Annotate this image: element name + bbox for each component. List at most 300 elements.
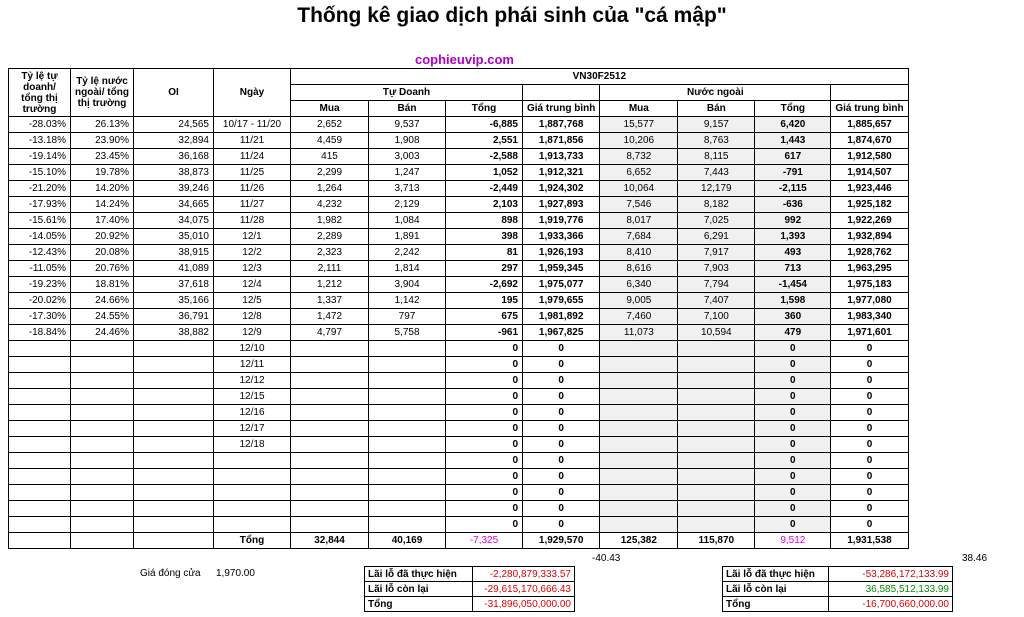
cell-oi: 35,010: [134, 229, 214, 245]
cell-nn-gia: 1,925,182: [831, 197, 908, 213]
cell-nn-gia: 1,912,580: [831, 149, 908, 165]
cell-nn-tong: 0: [755, 453, 831, 469]
cell-td-gia: 0: [523, 469, 600, 485]
cell-date: 12/5: [214, 293, 291, 309]
totals-cell: [71, 533, 134, 549]
cell-oi: [134, 389, 214, 405]
cell-nn-ban: [678, 357, 755, 373]
cell-td-mua: 415: [291, 149, 369, 165]
cell-tu-ratio: [9, 485, 71, 501]
table-row: [9, 453, 909, 469]
cell-td-mua: 1,212: [291, 277, 369, 293]
cell-td-tong: 0: [446, 341, 523, 357]
col-header-nn-tong: Tổng: [755, 101, 831, 117]
cell-nn-ratio: 23.45%: [71, 149, 134, 165]
cell-tu-ratio: [9, 341, 71, 357]
col-header-tu-ratio: Tỷ lệ tự doanh/ tổng thị trường: [9, 69, 71, 117]
cell-nn-ratio: 14.20%: [71, 181, 134, 197]
cell-nn-tong: 0: [755, 373, 831, 389]
cell-tu-ratio: -14.05%: [9, 229, 71, 245]
pnl-remaining-label: Lãi lỗ còn lại: [723, 582, 829, 597]
cell-date: 11/26: [214, 181, 291, 197]
table-row: [9, 261, 909, 277]
cell-td-ban: 5,758: [369, 325, 446, 341]
cell-td-gia: 1,871,856: [523, 133, 600, 149]
cell-nn-mua: 8,616: [600, 261, 678, 277]
cell-td-gia: 1,975,077: [523, 277, 600, 293]
table-row: [9, 245, 909, 261]
cell-td-ban: [369, 437, 446, 453]
table-row: [9, 165, 909, 181]
cell-tu-ratio: [9, 437, 71, 453]
cell-nn-ban: 6,291: [678, 229, 755, 245]
cell-nn-ban: [678, 421, 755, 437]
cell-tu-ratio: -18.84%: [9, 325, 71, 341]
cell-td-gia: 1,927,893: [523, 197, 600, 213]
cell-oi: 32,894: [134, 133, 214, 149]
cell-nn-mua: 10,206: [600, 133, 678, 149]
total-td-gia: 1,929,570: [523, 533, 600, 549]
cell-td-mua: 2,111: [291, 261, 369, 277]
cell-oi: [134, 405, 214, 421]
cell-td-mua: [291, 469, 369, 485]
pnl-tu-doanh-table: [364, 566, 575, 612]
cell-date: 11/28: [214, 213, 291, 229]
cell-td-tong: 0: [446, 485, 523, 501]
cell-date: [214, 453, 291, 469]
cell-date: 12/4: [214, 277, 291, 293]
cell-date: 11/25: [214, 165, 291, 181]
cell-nn-tong: 713: [755, 261, 831, 277]
table-row: [9, 469, 909, 485]
cell-td-gia: 1,979,655: [523, 293, 600, 309]
table-row: [9, 309, 909, 325]
table-row: [9, 341, 909, 357]
cell-nn-mua: 6,652: [600, 165, 678, 181]
col-header-nn-ratio: Tỷ lệ nước ngoài/ tổng thị trường: [71, 69, 134, 117]
cell-td-mua: [291, 501, 369, 517]
cell-td-gia: 1,926,193: [523, 245, 600, 261]
cell-date: [214, 517, 291, 533]
cell-tu-ratio: -28.03%: [9, 117, 71, 133]
cell-oi: 35,166: [134, 293, 214, 309]
cell-nn-tong: 0: [755, 501, 831, 517]
pnl-row: [723, 567, 953, 582]
cell-nn-tong: 1,598: [755, 293, 831, 309]
cell-tu-ratio: [9, 517, 71, 533]
cell-nn-mua: 10,064: [600, 181, 678, 197]
cell-nn-ratio: 26.13%: [71, 117, 134, 133]
cell-nn-tong: 493: [755, 245, 831, 261]
pnl-nuoc-ngoai-table: [722, 566, 953, 612]
cell-td-ban: [369, 389, 446, 405]
cell-nn-gia: 1,914,507: [831, 165, 908, 181]
cell-tu-ratio: -15.10%: [9, 165, 71, 181]
cell-oi: [134, 485, 214, 501]
pnl-row: [723, 597, 953, 612]
table-row: [9, 517, 909, 533]
cell-tu-ratio: -13.18%: [9, 133, 71, 149]
cell-date: 12/15: [214, 389, 291, 405]
cell-nn-mua: [600, 469, 678, 485]
cell-date: [214, 501, 291, 517]
cell-td-ban: 1,814: [369, 261, 446, 277]
cell-td-mua: [291, 421, 369, 437]
cell-nn-gia: 0: [831, 517, 908, 533]
cell-td-tong: -2,449: [446, 181, 523, 197]
cell-nn-ban: [678, 437, 755, 453]
cell-nn-tong: 0: [755, 405, 831, 421]
cell-nn-ratio: [71, 517, 134, 533]
table-row: [9, 149, 909, 165]
cell-td-ban: 1,908: [369, 133, 446, 149]
table-row: [9, 293, 909, 309]
cell-td-ban: [369, 405, 446, 421]
cell-nn-tong: 0: [755, 437, 831, 453]
cell-nn-gia: 0: [831, 357, 908, 373]
cell-nn-mua: [600, 341, 678, 357]
cell-oi: [134, 453, 214, 469]
cell-nn-ban: 7,443: [678, 165, 755, 181]
pnl-row: [365, 597, 575, 612]
cell-td-tong: 0: [446, 453, 523, 469]
cell-nn-ban: [678, 373, 755, 389]
cell-nn-tong: 1,443: [755, 133, 831, 149]
table-row: [9, 357, 909, 373]
cell-nn-gia: 0: [831, 485, 908, 501]
cell-td-ban: 3,904: [369, 277, 446, 293]
cell-td-mua: 1,982: [291, 213, 369, 229]
cell-nn-ban: 8,115: [678, 149, 755, 165]
cell-date: 12/9: [214, 325, 291, 341]
cell-nn-ratio: 20.08%: [71, 245, 134, 261]
cell-nn-mua: 9,005: [600, 293, 678, 309]
cell-date: [214, 469, 291, 485]
cell-nn-ban: 7,100: [678, 309, 755, 325]
cell-td-tong: 81: [446, 245, 523, 261]
cell-nn-tong: -2,115: [755, 181, 831, 197]
cell-date: 10/17 - 11/20: [214, 117, 291, 133]
table-row: [9, 373, 909, 389]
cell-nn-ratio: [71, 485, 134, 501]
cell-tu-ratio: [9, 421, 71, 437]
cell-td-tong: 1,052: [446, 165, 523, 181]
cell-date: 11/24: [214, 149, 291, 165]
pnl-realized-value: -2,280,879,333.57: [473, 567, 575, 582]
cell-td-gia: 0: [523, 437, 600, 453]
cell-nn-mua: 7,460: [600, 309, 678, 325]
cell-nn-tong: 0: [755, 341, 831, 357]
cell-nn-mua: [600, 357, 678, 373]
cell-td-gia: 0: [523, 517, 600, 533]
cell-nn-gia: 1,977,080: [831, 293, 908, 309]
cell-td-tong: -2,692: [446, 277, 523, 293]
table-row: [9, 181, 909, 197]
pnl-total-value: -31,896,050,000.00: [473, 597, 575, 612]
cell-oi: 38,873: [134, 165, 214, 181]
cell-td-ban: 2,129: [369, 197, 446, 213]
cell-tu-ratio: -19.14%: [9, 149, 71, 165]
cell-nn-gia: 0: [831, 421, 908, 437]
cell-nn-ban: [678, 485, 755, 501]
cell-nn-mua: [600, 421, 678, 437]
cell-nn-ratio: 20.76%: [71, 261, 134, 277]
cell-nn-tong: 0: [755, 517, 831, 533]
cell-oi: [134, 469, 214, 485]
table-row: [9, 197, 909, 213]
cell-td-gia: 0: [523, 341, 600, 357]
cell-td-mua: [291, 405, 369, 421]
cell-nn-tong: -636: [755, 197, 831, 213]
cell-td-gia: 1,933,366: [523, 229, 600, 245]
cell-nn-tong: -791: [755, 165, 831, 181]
cell-oi: 38,882: [134, 325, 214, 341]
cell-td-gia: 1,913,733: [523, 149, 600, 165]
cell-td-tong: 0: [446, 517, 523, 533]
cell-nn-ratio: 19.78%: [71, 165, 134, 181]
cell-nn-mua: [600, 517, 678, 533]
pnl-remaining-value: 36,585,512,133.99: [829, 582, 953, 597]
cell-oi: 36,791: [134, 309, 214, 325]
col-header-td-gia: Giá trung bình: [523, 101, 600, 117]
cell-td-tong: 398: [446, 229, 523, 245]
cell-td-ban: 1,247: [369, 165, 446, 181]
cell-td-ban: 3,003: [369, 149, 446, 165]
col-header-td-mua: Mua: [291, 101, 369, 117]
cell-nn-ratio: [71, 389, 134, 405]
col-header-date: Ngày: [214, 69, 291, 117]
cell-nn-ratio: 20.92%: [71, 229, 134, 245]
cell-nn-ratio: [71, 501, 134, 517]
cell-td-gia: 0: [523, 373, 600, 389]
site-link[interactable]: cophieuvip.com: [415, 52, 514, 67]
cell-td-mua: 2,652: [291, 117, 369, 133]
cell-nn-gia: 1,983,340: [831, 309, 908, 325]
cell-td-gia: 0: [523, 405, 600, 421]
cell-td-tong: 0: [446, 437, 523, 453]
cell-oi: [134, 421, 214, 437]
cell-td-tong: -961: [446, 325, 523, 341]
cell-nn-ratio: 18.81%: [71, 277, 134, 293]
cell-nn-ban: [678, 469, 755, 485]
cell-date: 12/18: [214, 437, 291, 453]
totals-label: Tổng: [214, 533, 291, 549]
cell-nn-gia: 1,975,183: [831, 277, 908, 293]
avg-price-diff-nuoc-ngoai: 38.46: [962, 553, 988, 564]
col-header-nn-mua: Mua: [600, 101, 678, 117]
cell-td-gia: 1,959,345: [523, 261, 600, 277]
cell-td-mua: 2,299: [291, 165, 369, 181]
group-header-nuoc-ngoai: Nước ngoài: [600, 85, 831, 101]
cell-nn-mua: [600, 453, 678, 469]
cell-td-tong: 2,103: [446, 197, 523, 213]
cell-tu-ratio: -19.23%: [9, 277, 71, 293]
total-nn-tong: 9,512: [755, 533, 831, 549]
cell-oi: 38,915: [134, 245, 214, 261]
cell-td-gia: 0: [523, 389, 600, 405]
cell-nn-tong: 1,393: [755, 229, 831, 245]
cell-td-gia: 1,919,776: [523, 213, 600, 229]
cell-date: 12/12: [214, 373, 291, 389]
cell-date: 12/1: [214, 229, 291, 245]
cell-nn-ban: [678, 341, 755, 357]
cell-td-mua: 2,289: [291, 229, 369, 245]
totals-row: [9, 533, 909, 549]
pnl-row: [365, 582, 575, 597]
cell-td-mua: [291, 517, 369, 533]
cell-date: 12/2: [214, 245, 291, 261]
cell-td-tong: 0: [446, 389, 523, 405]
cell-td-mua: 2,323: [291, 245, 369, 261]
cell-td-ban: [369, 485, 446, 501]
cell-td-tong: 297: [446, 261, 523, 277]
cell-oi: [134, 437, 214, 453]
cell-td-ban: 1,891: [369, 229, 446, 245]
cell-td-ban: [369, 469, 446, 485]
cell-nn-gia: 1,928,762: [831, 245, 908, 261]
cell-td-ban: [369, 517, 446, 533]
cell-td-ban: [369, 357, 446, 373]
cell-td-mua: 4,797: [291, 325, 369, 341]
cell-td-ban: 1,142: [369, 293, 446, 309]
cell-nn-gia: 1,971,601: [831, 325, 908, 341]
total-td-mua: 32,844: [291, 533, 369, 549]
cell-nn-tong: 0: [755, 357, 831, 373]
table-body: [9, 117, 909, 533]
cell-nn-gia: 0: [831, 469, 908, 485]
cell-tu-ratio: [9, 469, 71, 485]
cell-nn-mua: [600, 389, 678, 405]
cell-date: 12/17: [214, 421, 291, 437]
table-row: [9, 213, 909, 229]
cell-td-tong: 0: [446, 373, 523, 389]
cell-nn-ban: [678, 405, 755, 421]
cell-nn-ban: 9,157: [678, 117, 755, 133]
col-header-td-ban: Bán: [369, 101, 446, 117]
cell-nn-gia: 1,885,657: [831, 117, 908, 133]
cell-nn-ratio: [71, 357, 134, 373]
cell-td-ban: 1,084: [369, 213, 446, 229]
cell-oi: [134, 373, 214, 389]
cell-td-gia: 1,887,768: [523, 117, 600, 133]
col-header-nn-gia: Giá trung bình: [831, 101, 908, 117]
cell-date: 12/16: [214, 405, 291, 421]
pnl-realized-label: Lãi lỗ đã thực hiện: [365, 567, 473, 582]
cell-nn-ban: 8,182: [678, 197, 755, 213]
table-row: [9, 437, 909, 453]
cell-oi: 36,168: [134, 149, 214, 165]
cell-nn-ratio: 24.66%: [71, 293, 134, 309]
col-header-oi: OI: [134, 69, 214, 117]
cell-tu-ratio: -17.30%: [9, 309, 71, 325]
cell-nn-gia: 1,922,269: [831, 213, 908, 229]
trade-table: [8, 68, 909, 549]
cell-nn-ban: [678, 517, 755, 533]
cell-date: 12/3: [214, 261, 291, 277]
cell-nn-mua: 6,340: [600, 277, 678, 293]
cell-nn-tong: 0: [755, 421, 831, 437]
group-header-tu-doanh: Tự Doanh: [291, 85, 523, 101]
cell-date: 12/8: [214, 309, 291, 325]
pnl-total-label: Tổng: [365, 597, 473, 612]
cell-oi: 34,075: [134, 213, 214, 229]
cell-td-mua: [291, 485, 369, 501]
cell-nn-mua: [600, 405, 678, 421]
cell-oi: [134, 341, 214, 357]
cell-td-gia: 1,981,892: [523, 309, 600, 325]
cell-nn-ban: 7,917: [678, 245, 755, 261]
cell-date: 12/10: [214, 341, 291, 357]
cell-nn-tong: 0: [755, 485, 831, 501]
cell-date: 11/21: [214, 133, 291, 149]
totals-cell: [134, 533, 214, 549]
cell-tu-ratio: -15.61%: [9, 213, 71, 229]
cell-tu-ratio: [9, 373, 71, 389]
cell-td-tong: 0: [446, 469, 523, 485]
cell-nn-ratio: [71, 373, 134, 389]
cell-nn-mua: 15,577: [600, 117, 678, 133]
cell-td-ban: [369, 501, 446, 517]
cell-nn-tong: 617: [755, 149, 831, 165]
cell-nn-tong: 992: [755, 213, 831, 229]
cell-nn-ban: 10,594: [678, 325, 755, 341]
cell-td-mua: 1,472: [291, 309, 369, 325]
cell-td-gia: 0: [523, 357, 600, 373]
pnl-realized-label: Lãi lỗ đã thực hiện: [723, 567, 829, 582]
cell-td-tong: -2,588: [446, 149, 523, 165]
cell-nn-ban: [678, 389, 755, 405]
cell-td-gia: 0: [523, 485, 600, 501]
cell-td-tong: 0: [446, 421, 523, 437]
contract-header: VN30F2512: [291, 69, 909, 85]
total-nn-ban: 115,870: [678, 533, 755, 549]
totals-cell: [9, 533, 71, 549]
col-header-nn-ban: Bán: [678, 101, 755, 117]
cell-td-ban: 9,537: [369, 117, 446, 133]
group-header-spacer: [523, 85, 600, 101]
cell-td-ban: [369, 341, 446, 357]
cell-tu-ratio: [9, 357, 71, 373]
cell-date: 12/11: [214, 357, 291, 373]
cell-nn-ban: 7,025: [678, 213, 755, 229]
pnl-row: [365, 567, 575, 582]
cell-tu-ratio: -20.02%: [9, 293, 71, 309]
cell-oi: 41,089: [134, 261, 214, 277]
pnl-row: [723, 582, 953, 597]
cell-nn-ban: 12,179: [678, 181, 755, 197]
total-td-ban: 40,169: [369, 533, 446, 549]
cell-nn-gia: 0: [831, 341, 908, 357]
table-row: [9, 389, 909, 405]
cell-nn-ratio: 24.55%: [71, 309, 134, 325]
cell-date: [214, 485, 291, 501]
cell-td-ban: [369, 421, 446, 437]
cell-oi: 39,246: [134, 181, 214, 197]
cell-nn-gia: 1,874,670: [831, 133, 908, 149]
cell-nn-mua: [600, 501, 678, 517]
table-row: [9, 277, 909, 293]
cell-td-ban: 2,242: [369, 245, 446, 261]
page-title: Thống kê giao dịch phái sinh của "cá mập": [297, 4, 727, 27]
cell-nn-gia: 1,923,446: [831, 181, 908, 197]
table-row: [9, 421, 909, 437]
cell-td-mua: [291, 341, 369, 357]
cell-nn-gia: 1,963,295: [831, 261, 908, 277]
pnl-total-value: -16,700,660,000.00: [829, 597, 953, 612]
cell-td-mua: [291, 453, 369, 469]
cell-td-tong: 0: [446, 357, 523, 373]
cell-nn-mua: 8,410: [600, 245, 678, 261]
